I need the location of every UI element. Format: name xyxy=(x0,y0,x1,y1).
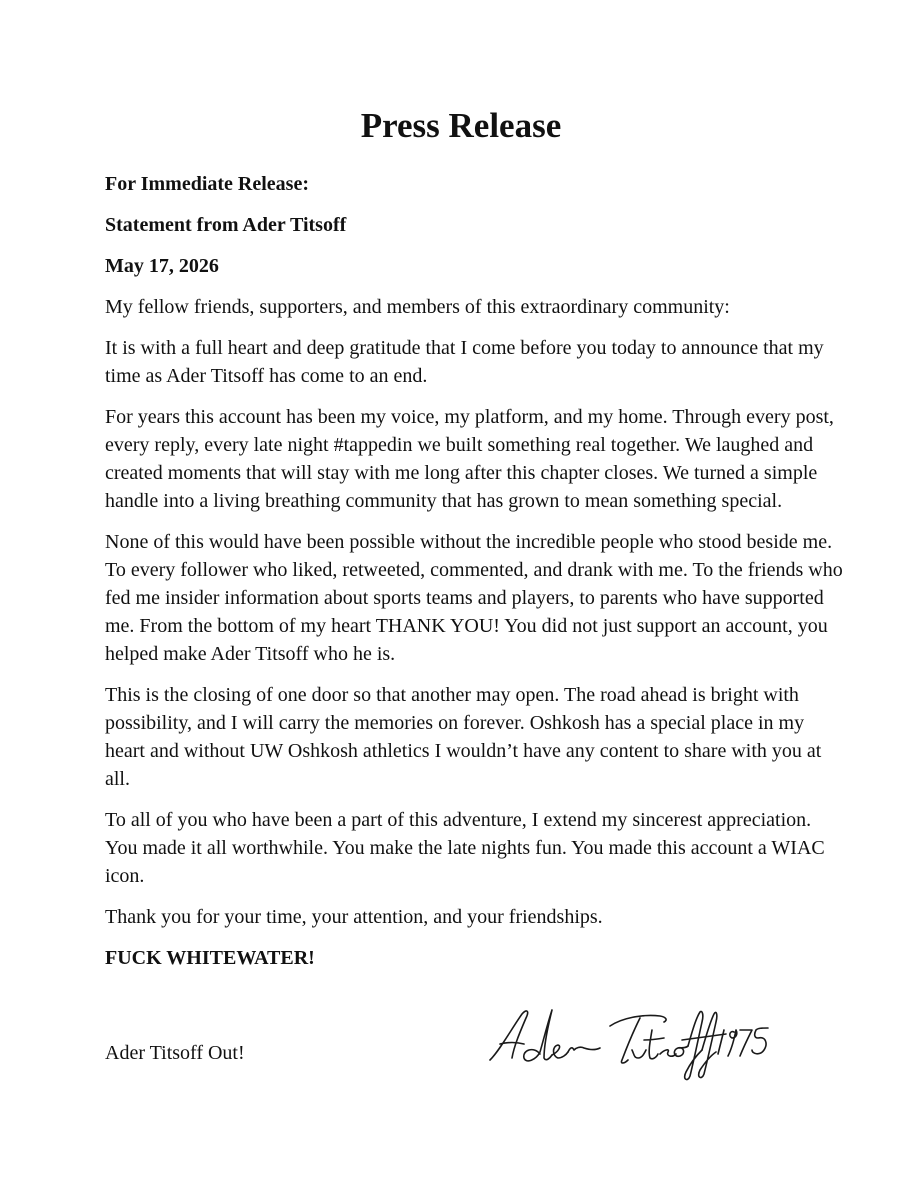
paragraph-appreciation: To all of you who have been a part of this adventure, I extend my sincerest appreciation. You made it all worthwhile. You make the late nights fun. You made this account a WIAC icon. xyxy=(105,809,825,887)
signoff-text: Ader Titsoff Out! xyxy=(105,1042,245,1064)
paragraph-thanks: None of this would have been possible without the incredible people who stood beside me. To every follower who liked, retweeted, commented, and drank with me. To the friends who fed me insider information about sports teams and players, to parents who have supported me. From the bottom of my heart THANK YOU! You did not just support an account, you helped make Ader Titsoff who he is. xyxy=(105,531,843,665)
release-date: May 17, 2026 xyxy=(105,255,219,277)
document-title: Press Release xyxy=(360,106,562,145)
paragraph-history: For years this account has been my voice, my platform, and my home. Through every post, every reply, every late night #tappedin we built something real together. We laughed and created moments that will stay with me long after this chapter closes. We turned a simple handle into a living breathing community that has grown to mean something special. xyxy=(105,406,834,512)
paragraph-closing: Thank you for your time, your attention, and your friendships. xyxy=(105,906,603,928)
paragraph-announcement: It is with a full heart and deep gratitude that I come before you today to announce that my time as Ader Titsoff has come to an end. xyxy=(105,337,824,387)
document-body xyxy=(105,170,845,985)
release-notice: For Immediate Release: xyxy=(105,173,310,195)
statement-heading: Statement from Ader Titsoff xyxy=(105,214,347,236)
closing-exclamation: FUCK WHITEWATER! xyxy=(105,947,315,969)
paragraph-greeting: My fellow friends, supporters, and members of this extraordinary community: xyxy=(105,296,730,318)
handwritten-signature xyxy=(482,1000,782,1090)
paragraph-future: This is the closing of one door so that another may open. The road ahead is bright with possibility, and I will carry the memories on forever. Oshkosh has a special place in my heart and without UW Oshkosh athletics I wouldn’t have any content to share with you at all. xyxy=(105,684,822,790)
